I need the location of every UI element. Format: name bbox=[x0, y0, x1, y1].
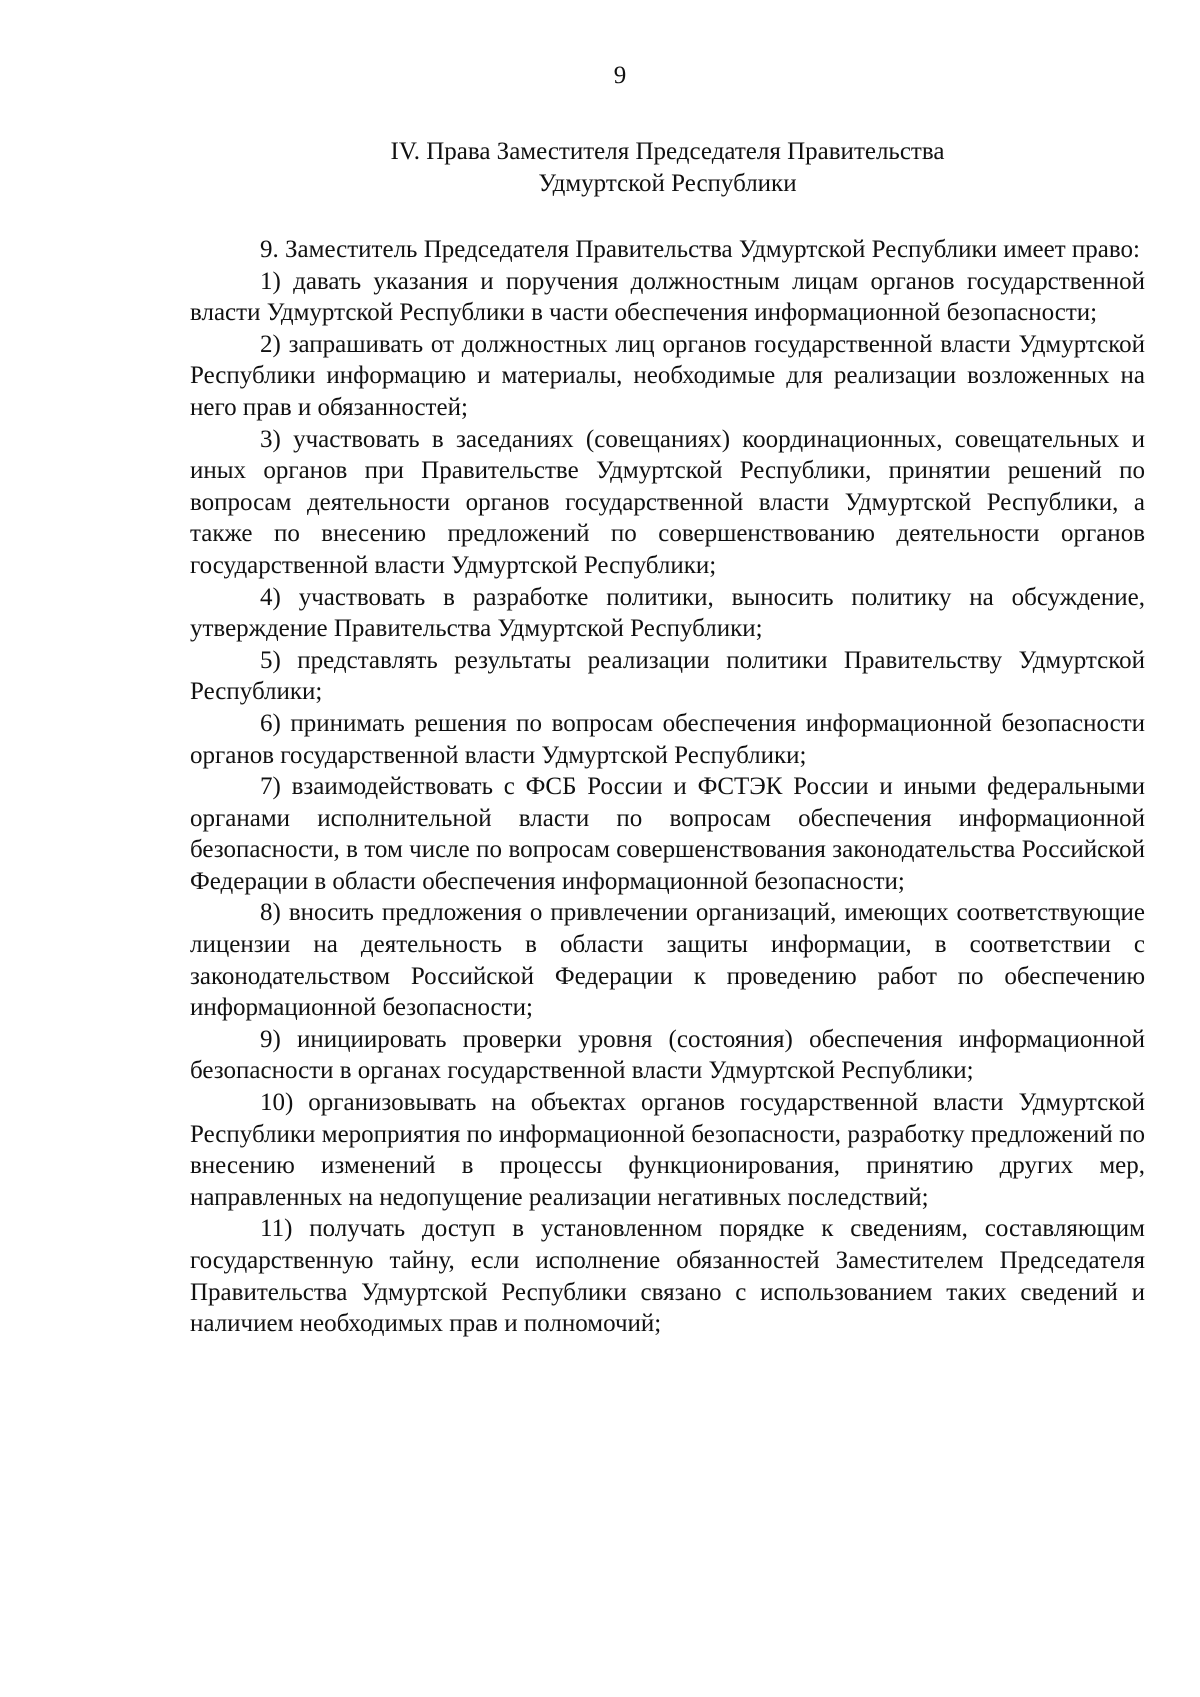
list-item-6: 6) принимать решения по вопросам обеспечения информационной безопасности органов государственной власти Удмуртской Республики; bbox=[190, 709, 1145, 769]
list-item-2: 2) запрашивать от должностных лиц органов государственной власти Удмуртской Республики информацию и материалы, необходимые для реализации возложенных на него прав и обязанностей; bbox=[190, 330, 1145, 421]
list-item-9: 9) инициировать проверки уровня (состояния) обеспечения информационной безопасности в органах государственной власти Удмуртской Республики; bbox=[190, 1025, 1145, 1085]
list-item-11: 11) получать доступ в установленном порядке к сведениям, составляющим государственную тайну, если исполнение обязанностей Заместителем Председателя Правительства Удмуртской Республики связано с использованием таких сведений и наличием необходимых прав и полномочий; bbox=[190, 1215, 1145, 1338]
document-body bbox=[190, 234, 1145, 1340]
list-item-5: 5) представлять результаты реализации политики Правительству Удмуртской Республики; bbox=[190, 646, 1145, 706]
page-number: 9 bbox=[613, 62, 627, 89]
section-heading-line-1: IV. Права Заместителя Председателя Правительства bbox=[390, 138, 945, 165]
list-item-10: 10) организовывать на объектах органов государственной власти Удмуртской Республики мероприятия по информационной безопасности, разработку предложений по внесению изменений в процессы функционирования, принятию других мер, направленных на недопущение реализации негативных последствий; bbox=[190, 1089, 1145, 1211]
list-item-1: 1) давать указания и поручения должностным лицам органов государственной власти Удмуртской Республики в части обеспечения информационной безопасности; bbox=[190, 267, 1145, 327]
list-item-3: 3) участвовать в заседаниях (совещаниях) координационных, совещательных и иных органов при Правительстве Удмуртской Республики, принятии решений по вопросам деятельности органов государственной власти Удмуртской Республики, а также по внесению предложений по совершенствованию деятельности органов государственной власти Удмуртской Республики; bbox=[190, 425, 1145, 579]
section-heading-line-2: Удмуртской Республики bbox=[538, 170, 797, 197]
list-item-8: 8) вносить предложения о привлечении организаций, имеющих соответствующие лицензии на деятельность в области защиты информации, в соответствии с законодательством Российской Федерации к проведению работ по обеспечению информационной безопасности; bbox=[190, 899, 1145, 1022]
section-heading bbox=[190, 136, 1145, 200]
list-item-4: 4) участвовать в разработке политики, выносить политику на обсуждение, утверждение Правительства Удмуртской Республики; bbox=[190, 583, 1145, 643]
paragraph-intro: 9. Заместитель Председателя Правительства Удмуртской Республики имеет право: bbox=[260, 236, 1140, 263]
list-item-7: 7) взаимодействовать с ФСБ России и ФСТЭК России и иными федеральными органами исполнительной власти по вопросам обеспечения информационной безопасности, в том числе по вопросам совершенствования законодательства Российской Федерации в области обеспечения информационной безопасности; bbox=[190, 773, 1145, 895]
